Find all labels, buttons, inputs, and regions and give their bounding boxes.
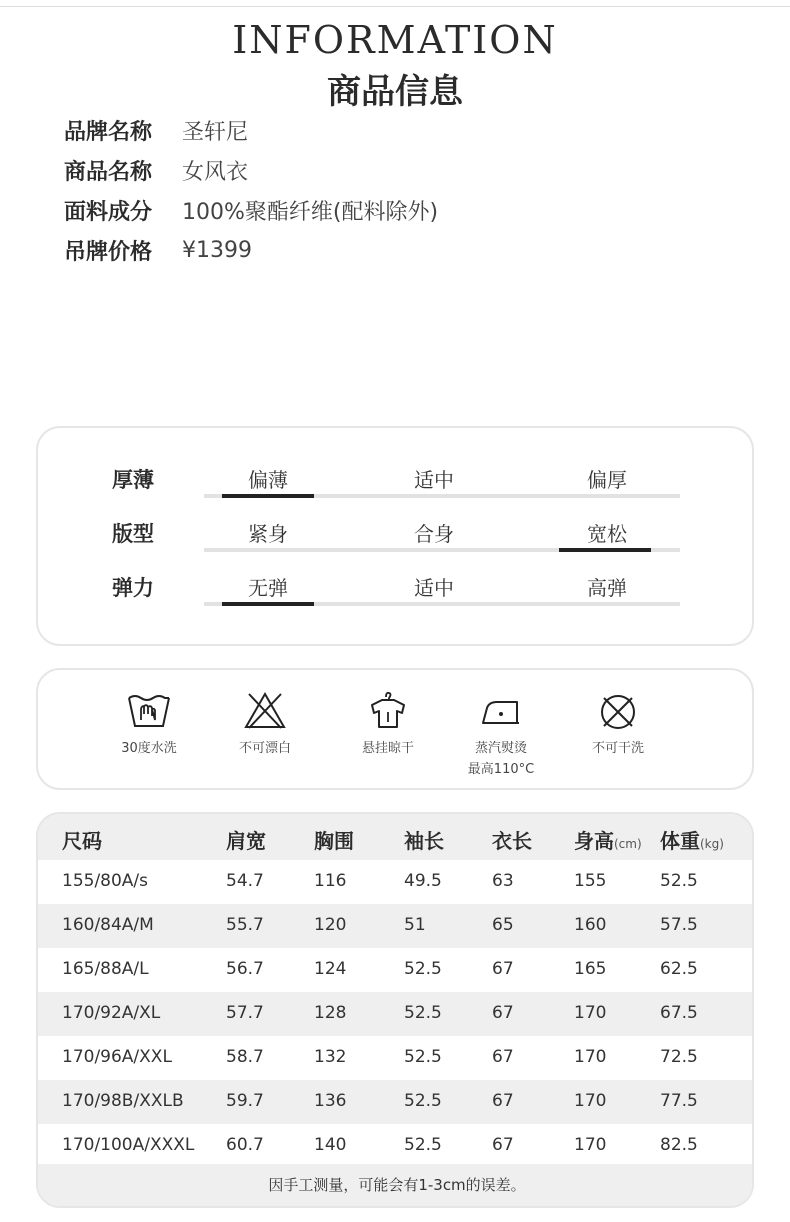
table-cell: 52.5 (660, 871, 698, 891)
care-panel (36, 668, 754, 790)
size-table-header (38, 814, 754, 860)
no-dry-clean-icon (594, 690, 642, 730)
product-info-label: 品牌名称 (64, 119, 153, 145)
section-title-cn: 商品信息 (327, 72, 463, 112)
table-cell: 124 (314, 959, 347, 979)
size-column-header: 体重(kg) (660, 829, 724, 853)
attribute-option: 宽松 (587, 522, 627, 546)
attribute-option: 偏厚 (587, 468, 627, 492)
table-cell: 170/98B/XXLB (62, 1091, 184, 1111)
table-cell: 170/100A/XXXL (62, 1135, 195, 1155)
care-label-line: 蒸汽熨烫 (474, 741, 527, 756)
table-row (38, 904, 754, 948)
table-cell: 165/88A/L (62, 959, 149, 979)
table-cell: 160/84A/M (62, 915, 154, 935)
table-cell: 49.5 (404, 871, 442, 891)
size-column-header: 袖长 (404, 829, 444, 853)
steam-iron-icon (477, 690, 525, 730)
table-row (38, 860, 754, 904)
table-cell: 52.5 (404, 1135, 442, 1155)
attribute-label-thickness: 厚薄 (112, 468, 154, 492)
attribute-label-elasticity: 弹力 (112, 576, 154, 600)
care-label: 不可干洗 (591, 741, 644, 756)
table-cell: 77.5 (660, 1091, 698, 1111)
care-item-no-dry-clean (563, 690, 673, 759)
table-cell: 120 (314, 915, 347, 935)
table-cell: 57.5 (660, 915, 698, 935)
attribute-option: 紧身 (248, 522, 288, 546)
section-title-en: INFORMATION (232, 18, 558, 62)
care-item-hang-dry (333, 690, 443, 759)
product-info-value: 100%聚酯纤维(配料除外) (182, 199, 439, 225)
product-info-list (64, 110, 724, 270)
table-cell: 67 (492, 1047, 514, 1067)
table-cell: 155 (574, 871, 607, 891)
table-cell: 128 (314, 1003, 347, 1023)
table-cell: 55.7 (226, 915, 264, 935)
table-row (38, 1080, 754, 1124)
table-cell: 72.5 (660, 1047, 698, 1067)
table-cell: 165 (574, 959, 607, 979)
table-cell: 60.7 (226, 1135, 264, 1155)
top-divider (0, 6, 790, 7)
table-cell: 59.7 (226, 1091, 264, 1111)
product-info-value: ¥1399 (182, 237, 252, 263)
table-cell: 155/80A/s (62, 871, 149, 891)
size-column-header: 尺码 (62, 829, 102, 853)
table-cell: 56.7 (226, 959, 264, 979)
size-column-header: 肩宽 (226, 829, 266, 853)
table-cell: 160 (574, 915, 607, 935)
table-cell: 67 (492, 1003, 514, 1023)
care-item-steam-iron (446, 690, 556, 780)
table-cell: 116 (314, 871, 347, 891)
table-cell: 170 (574, 1091, 607, 1111)
size-column-header: 衣长 (492, 829, 532, 853)
attribute-selected-marker (222, 602, 314, 606)
product-info-row-price (64, 230, 724, 270)
care-label (446, 738, 556, 780)
table-row (38, 1124, 754, 1168)
product-info-row-name (64, 150, 724, 190)
attribute-label-fit: 版型 (112, 522, 154, 546)
attribute-option: 适中 (414, 576, 454, 600)
care-item-no-bleach (210, 690, 320, 759)
table-cell: 62.5 (660, 959, 698, 979)
care-label: 30度水洗 (121, 741, 177, 756)
product-info-value: 圣轩尼 (182, 119, 249, 145)
product-info-value: 女风衣 (182, 159, 249, 185)
table-cell: 136 (314, 1091, 347, 1111)
attribute-option: 适中 (414, 468, 454, 492)
table-row (38, 1036, 754, 1080)
care-label: 不可漂白 (238, 741, 291, 756)
table-cell: 54.7 (226, 871, 264, 891)
table-cell: 67.5 (660, 1003, 698, 1023)
table-cell: 170 (574, 1135, 607, 1155)
attribute-option: 高弹 (587, 576, 627, 600)
attribute-option: 无弹 (248, 576, 288, 600)
table-cell: 82.5 (660, 1135, 698, 1155)
table-row (38, 948, 754, 992)
hang-dry-icon (364, 690, 412, 730)
table-cell: 132 (314, 1047, 347, 1067)
table-cell: 57.7 (226, 1003, 264, 1023)
table-cell: 63 (492, 871, 514, 891)
attribute-selected-marker (222, 494, 314, 498)
table-row (38, 992, 754, 1036)
table-cell: 51 (404, 915, 426, 935)
care-label: 悬挂晾干 (361, 741, 414, 756)
table-cell: 52.5 (404, 1003, 442, 1023)
product-info-label: 商品名称 (64, 159, 153, 185)
no-bleach-icon (241, 690, 289, 730)
table-cell: 170 (574, 1047, 607, 1067)
table-cell: 67 (492, 1091, 514, 1111)
size-column-header: 胸围 (314, 829, 354, 853)
product-info-label: 吊牌价格 (64, 239, 153, 265)
table-cell: 67 (492, 959, 514, 979)
attribute-panel (36, 426, 754, 646)
size-column-header: 身高(cm) (574, 829, 642, 853)
table-cell: 67 (492, 1135, 514, 1155)
size-table (36, 812, 754, 1208)
product-info-row-fabric (64, 190, 724, 230)
table-cell: 65 (492, 915, 514, 935)
attribute-option: 偏薄 (248, 468, 288, 492)
care-item-wash (94, 690, 204, 759)
wash-30-icon (125, 690, 173, 730)
product-info-row-brand (64, 110, 724, 150)
table-cell: 170/92A/XL (62, 1003, 161, 1023)
table-cell: 170 (574, 1003, 607, 1023)
table-cell: 140 (314, 1135, 347, 1155)
attribute-selected-marker (559, 548, 651, 552)
product-info-label: 面料成分 (64, 199, 153, 225)
table-cell: 52.5 (404, 1047, 442, 1067)
care-label-line: 最高110°C (467, 762, 535, 777)
measurement-note: 因手工测量，可能会有1-3cm的误差。 (38, 1164, 754, 1206)
attribute-option: 合身 (414, 522, 454, 546)
table-cell: 52.5 (404, 1091, 442, 1111)
table-cell: 52.5 (404, 959, 442, 979)
table-cell: 58.7 (226, 1047, 264, 1067)
table-cell: 170/96A/XXL (62, 1047, 172, 1067)
